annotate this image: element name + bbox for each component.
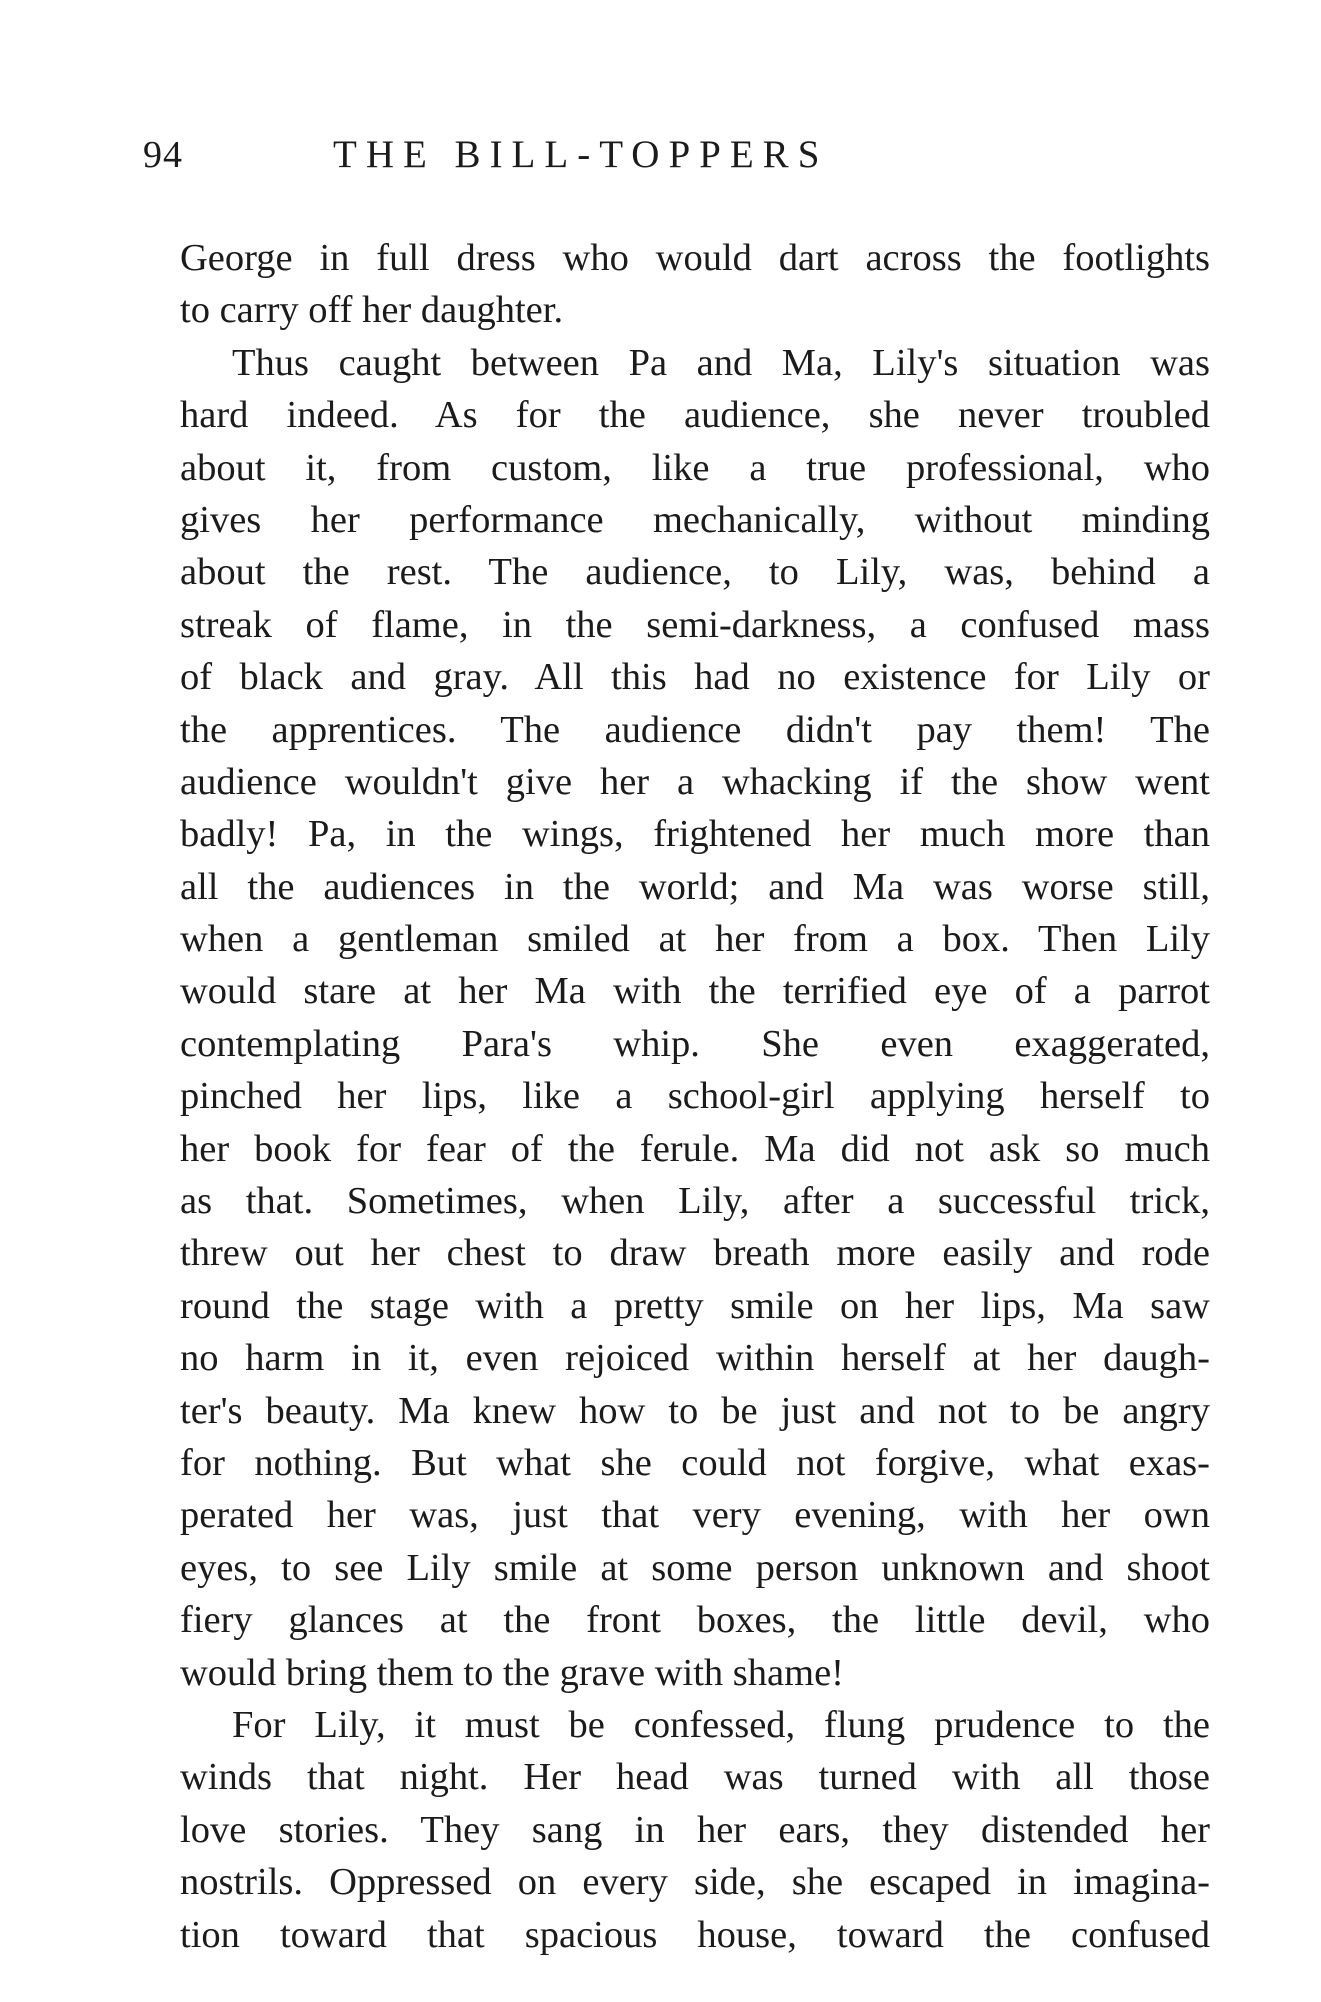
text-line: would stare at her Ma with the terrified eye of a parrot: [180, 970, 1210, 1013]
text-line: ter's beauty. Ma knew how to be just and not to be angry: [180, 1389, 1210, 1432]
text-line: hard indeed. As for the audience, she never troubled: [180, 394, 1210, 437]
text-line: badly! Pa, in the wings, frightened her much more than: [180, 813, 1210, 856]
running-title: THE BILL-TOPPERS: [333, 133, 829, 176]
text-line: George in full dress who would dart across the footlights: [180, 237, 1210, 279]
text-line: perated her was, just that very evening, with her own: [180, 1494, 1210, 1537]
page-number: 94: [143, 134, 183, 176]
text-line: about it, from custom, like a true professional, who: [180, 446, 1210, 489]
text-line: streak of flame, in the semi-darkness, a confused mass: [180, 603, 1210, 646]
text-line: eyes, to see Lily smile at some person unknown and shoot: [180, 1546, 1210, 1589]
text-line: contemplating Para's whip. She even exaggerated,: [180, 1022, 1210, 1065]
text-line: threw out her chest to draw breath more easily and rode: [180, 1232, 1210, 1275]
text-line: for nothing. But what she could not forgive, what exas-: [180, 1441, 1210, 1484]
text-line: winds that night. Her head was turned with all those: [180, 1756, 1210, 1799]
body-text: [180, 232, 1210, 1961]
text-line: Thus caught between Pa and Ma, Lily's situation was: [232, 341, 1210, 384]
text-line: to carry off her daughter.: [180, 289, 564, 332]
text-line: nostrils. Oppressed on every side, she escaped in imagina-: [180, 1861, 1210, 1904]
text-line: as that. Sometimes, when Lily, after a successful trick,: [180, 1180, 1210, 1223]
text-line: audience wouldn't give her a whacking if the show went: [180, 760, 1210, 803]
text-line: love stories. They sang in her ears, they distended her: [180, 1808, 1210, 1851]
text-line: all the audiences in the world; and Ma was worse still,: [180, 865, 1210, 908]
text-line: when a gentleman smiled at her from a box. Then Lily: [180, 918, 1210, 961]
text-line: gives her performance mechanically, without minding: [180, 498, 1210, 541]
text-line: would bring them to the grave with shame!: [180, 1651, 844, 1694]
running-head: [143, 125, 1203, 185]
text-line: her book for fear of the ferule. Ma did not ask so much: [180, 1127, 1210, 1170]
text-line: round the stage with a pretty smile on her lips, Ma saw: [180, 1284, 1210, 1327]
text-line: fiery glances at the front boxes, the little devil, who: [180, 1599, 1210, 1642]
text-line: of black and gray. All this had no existence for Lily or: [180, 656, 1210, 699]
text-line: tion toward that spacious house, toward the confused: [180, 1913, 1210, 1956]
text-line: no harm in it, even rejoiced within herself at her daugh-: [180, 1337, 1210, 1380]
text-line: the apprentices. The audience didn't pay them! The: [180, 708, 1210, 751]
text-line: about the rest. The audience, to Lily, was, behind a: [180, 551, 1210, 594]
text-line: pinched her lips, like a school-girl applying herself to: [180, 1075, 1210, 1118]
text-line: For Lily, it must be confessed, flung prudence to the: [232, 1703, 1210, 1746]
